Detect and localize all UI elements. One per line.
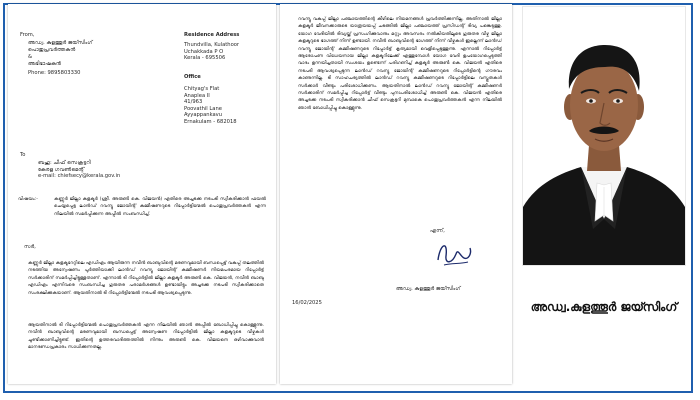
from-name: അഡ്വ. കുളത്തൂർ ജയ്സിംഗ് <box>28 40 93 46</box>
letter-page-right <box>280 4 512 384</box>
phone-number: Phone: 9895803330 <box>28 70 81 76</box>
residence-heading: Residence Address <box>184 32 240 38</box>
person-portrait-icon <box>523 7 685 265</box>
office-heading: Office <box>184 74 201 80</box>
from-role-line1: പൊതുപ്രവർത്തകൻ <box>28 47 76 53</box>
signatory-name: അഡ്വ. കുളത്തൂർ ജയ്സിംഗ് <box>396 286 461 292</box>
body-paragraph-2: ആയതിനാൽ ടി റിപ്പോർട്ടിന്മേൽ പൊതുപ്രവർത്തകൻ എന്ന നിലയിൽ ഞാൻ അപ്പീൽ ബോധിപ്പിച്ചു കൊള്ളുന്നു. നവീൻ ബാബുവിന്റെ മരണവുമായി ബന്ധപ്പെട്ട് അന്വേഷണ റിപ്പോർട്ടിൽ ജില്ലാ കളക്ടറുടെ വീഴ്ചകൾ ചൂണ്ടിക്കാണിച്ചിട്ടുണ്ട്. ഇതിന്റെ ഉത്തരവാദിത്തത്തിൽ നിന്നും അരുൺ കെ. വിജയനെ ഒഴിവാക്കുവാൻ മാനദണ്ഡപ്രകാരം സാധിക്കുന്നതല്ല. <box>28 323 264 351</box>
subject-text: കണ്ണൂർ ജില്ലാ കളക്ടർ (ശ്രീ. അരുൺ കെ. വിജയൻ) എതിരെ അച്ചടക്ക നടപടി സ്വീകരിക്കാൻ ഫയൽ ചെയ്യപ്പെട്ട ലാൻഡ് റവന്യൂ ജോയിന്റ് കമ്മീഷണറുടെ റിപ്പോർട്ടിന്മേൽ പൊതുപ്രവർത്തകൻ എന്ന നിലയിൽ സമർപ്പിക്കുന്ന അപ്പീൽ സംബന്ധിച്ച്. <box>54 197 266 217</box>
salutation: സർ, <box>24 244 36 250</box>
from-role-line2: & <box>28 54 33 60</box>
residence-address: Thundvilla, Kulathoor Uchakkada P O Kerala - 695506 <box>184 42 240 62</box>
signature-icon <box>430 234 480 272</box>
to-label: To <box>20 152 26 158</box>
body-paragraph-3: റവന്യൂ വകുപ്പ് ജില്ലാ പഞ്ചായത്തിന്റെ കീഴിലെ നിയമനങ്ങൾ പ്രവർത്തിക്കുന്നില്ല. അതിനാൽ ജില്ലാ കളക്ടർ ജീവനക്കാരുടെ യാത്രയയപ്പ് ചടങ്ങിൽ ജില്ലാ പഞ്ചായത്ത് പ്രസിഡന്റ് ദിവ്യ പങ്കെടുത്തു. യോഗ വേദിയിൽ ദിവ്യയ്ക്ക് പ്രസംഗിക്കുവാനും മറ്റും അവസരം നൽകിയതിലൂടെ ഗുരുതര വീഴ്ച ജില്ലാ കളക്ടറുടെ ഭാഗത്ത് നിന്ന് ഉണ്ടായി. നവീൻ ബാബുവിന്റെ ഭാഗത്ത് നിന്ന് വീഴ്ചകൾ ഇല്ലെന്ന് ലാൻഡ് റവന്യൂ ജോയിന്റ് കമ്മീഷണറുടെ റിപ്പോർട്ട് കൃത്യമായി വെളിപ്പെടുത്തുന്നു. എന്നാൽ റിപ്പോർട്ട് ആരോപണ വിധേയനായ ജില്ലാ കളക്ടറിലേക്ക് എത്തുമ്പോൾ യോഗ വേദി ഉപയോഗപ്പെടുത്തി വാദം ഉന്നയിച്ചതായി സംശയം ഉണ്ടെന്ന് പരിഗണിച്ച് കളക്ടർ അരുൺ കെ. വിജയൻ എതിരെ നടപടി ആവശ്യപ്പെടുന്ന ലാൻഡ് റവന്യൂ ജോയിന്റ് കമ്മീഷണറുടെ റിപ്പോർട്ടിന്റെ ഗൗരവം കാണുന്നില്ല. ടി സാഹചര്യത്തിൽ ലാൻഡ് റവന്യൂ കമ്മീഷണറുടെ റിപ്പോർട്ടിലെ വസ്തുതകൾ സർക്കാർ വീണ്ടും പരിശോധിക്കണം. ആയതിനാൽ ലാൻഡ് റവന്യൂ ജോയിന്റ് കമ്മീഷണർ സർക്കാരിന് സമർപ്പിച്ച റിപ്പോർട്ട് വീണ്ടും പുനഃപരിശോധിച്ച് അരുൺ കെ. വിജയൻ എതിരെ അച്ചടക്ക നടപടി സ്വീകരിക്കാൻ ചീഫ് സെക്രട്ടറി മുമ്പാകെ പൊതുപ്രവർത്തകൻ എന്ന നിലയിൽ ഞാൻ ബോധിപ്പിച്ചു കൊള്ളുന്നു. <box>298 17 502 111</box>
from-role-line3: അഭിഭാഷകൻ <box>28 61 62 67</box>
closing-phrase: എന്ന്, <box>430 228 445 234</box>
photo-caption: അഡ്വ.കുളത്തൂർ ജയ്സിംഗ് <box>530 300 678 314</box>
office-address: Chityag's Flat Anaplea II 41/963 Poovathil Lane Ayyappankavu Ernakulam - 682018 <box>184 86 237 125</box>
body-paragraph-1: കണ്ണൂർ ജില്ലാ കളക്ടറേറ്റിലെ എഡിഎം ആയിരുന്ന നവീൻ ബാബുവിന്റെ മരണവുമായി ബന്ധപ്പെട്ട് വകുപ്പ് തലത്തിൽ നടത്തിയ അന്വേഷണം പൂർത്തിയാക്കി ലാൻഡ് റവന്യൂ ജോയിന്റ് കമ്മീഷണർ നിയമപരമായ റിപ്പോർട്ട് സർക്കാരിന് സമർപ്പിച്ചിട്ടുള്ളതാണ്. എന്നാൽ ടി റിപ്പോർട്ടിൽ ജില്ലാ കളക്ടർ അരുൺ കെ. വിജയൻ, നവീൻ ബാബു എഡിഎം എന്നിവരെ സംബന്ധിച്ച ഗുരുതര പരാമർശങ്ങൾ ഉണ്ടായിട്ടും അച്ചടക്ക നടപടി സ്വീകരിക്കാതെ സംരക്ഷിക്കുകയാണ്. ആയതിനാൽ ടി റിപ്പോർട്ടിന്മേൽ നടപടി ആവശ്യപ്പെടുന്നു. <box>28 261 264 296</box>
letter-page-left <box>8 4 276 384</box>
portrait-photo <box>522 6 686 266</box>
letter-date: 16/02/2025 <box>292 300 322 306</box>
to-address: ബഹു: ചീഫ് സെക്രട്ടറി കേരള ഗവൺമെന്റ് e-mail: chiefsecy@kerala.gov.in <box>38 160 121 180</box>
subject-label: വിഷയം:- <box>18 197 38 202</box>
from-label: From, <box>20 32 35 38</box>
